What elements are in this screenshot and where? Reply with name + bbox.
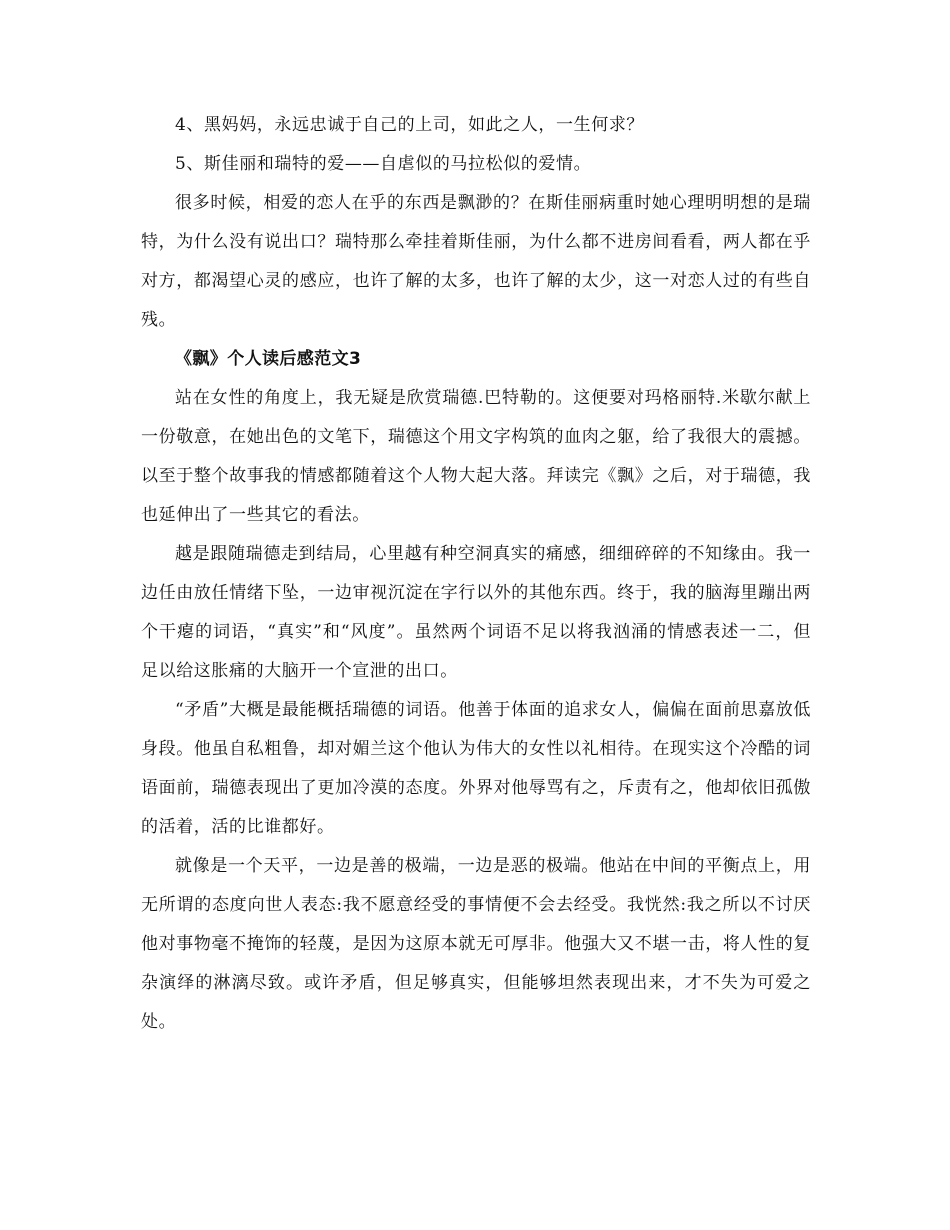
paragraph-item-4: 4、黑妈妈，永远忠诚于自己的上司，如此之人，一生何求？ [175,115,645,135]
paragraph-contradiction: “矛盾”大概是最能概括瑞德的词语。他善于体面的追求女人，偏偏在面前思嘉放低身段。他虽自私粗鲁，却对媚兰这个他认为伟大的女性以礼相待。在现实这个冷酷的词语面前，瑞德表现出了更加冷漠的态度。外界对他辱骂有之，斥责有之，他却依旧孤傲的活着，活的比谁都好。 [141,700,811,837]
document-body [141,106,811,1042]
paragraph-balance: 就像是一个天平，一边是善的极端，一边是恶的极端。他站在中间的平衡点上，用无所谓的态度向世人表态:我不愿意经受的事情便不会去经受。我恍然:我之所以不讨厌他对事物毫不掩饰的轻蔑，是因为这原本就无可厚非。他强大又不堪一击，将人性的复杂演绎的淋漓尽致。或许矛盾，但足够真实，但能够坦然表现出来，才不失为可爱之处。 [141,856,811,1032]
paragraph-ending-feeling: 越是跟随瑞德走到结局，心里越有种空洞真实的痛感，细细碎碎的不知缘由。我一边任由放任情绪下坠，一边审视沉淀在字行以外的其他东西。终于，我的脑海里蹦出两个干瘪的词语，“真实”和“风度”。虽然两个词语不足以将我汹涌的情感表述一二，但足以给这胀痛的大脑开一个宣泄的出口。 [141,544,811,681]
paragraph-lovers: 很多时候，相爱的恋人在乎的东西是飘渺的？在斯佳丽病重时她心理明明想的是瑞特，为什么没有说出口？瑞特那么牵挂着斯佳丽，为什么都不进房间看看，两人都在乎对方，都渴望心灵的感应，也许了解的太多，也许了解的太少，这一对恋人过的有些自残。 [141,193,811,330]
paragraph-item-5: 5、斯佳丽和瑞特的爱——自虐似的马拉松似的爱情。 [175,154,592,174]
section-heading: 《飘》个人读后感范文3 [175,349,362,369]
paragraph-female-perspective: 站在女性的角度上，我无疑是欣赏瑞德.巴特勒的。这便要对玛格丽特.米歇尔献上一份敬意，在她出色的文笔下，瑞德这个用文字构筑的血肉之躯，给了我很大的震撼。以至于整个故事我的情感都随着这个人物大起大落。拜读完《飘》之后，对于瑞德，我也延伸出了一些其它的看法。 [141,388,811,525]
